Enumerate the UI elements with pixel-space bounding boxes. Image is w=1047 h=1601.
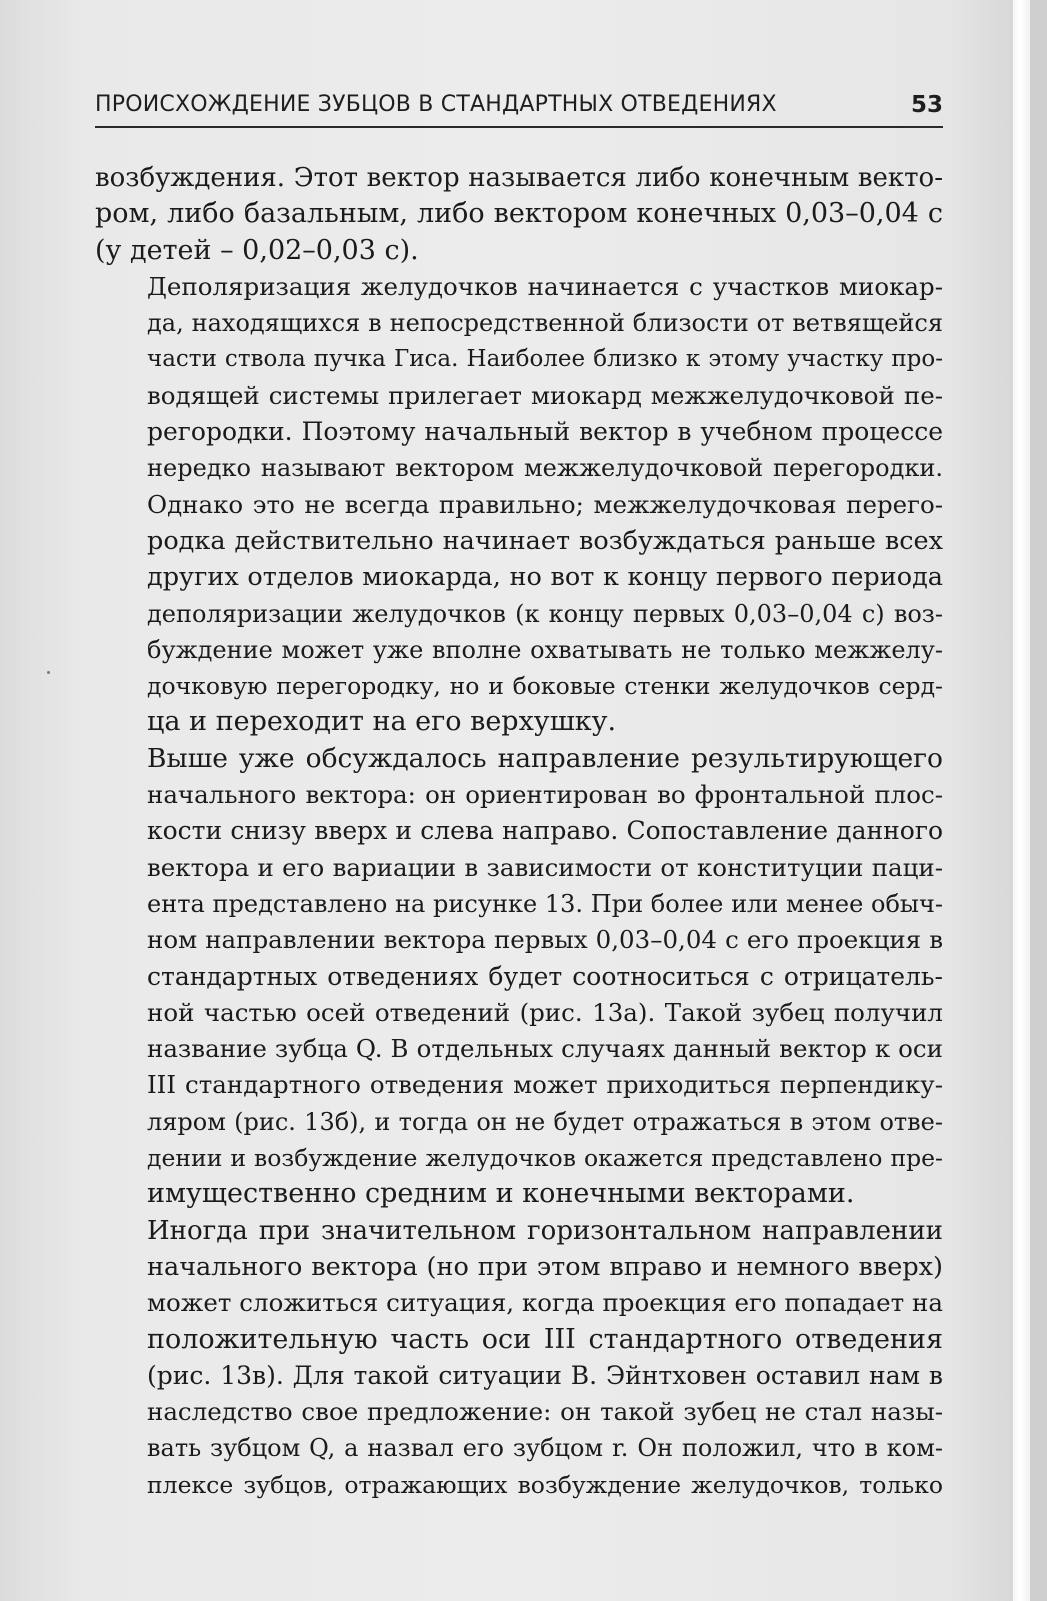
text-line: деполяризации желудочков (к концу первых 0,03–0,04 с) воз- xyxy=(147,599,943,628)
page-number: 53 xyxy=(910,92,943,118)
text-line: ром, либо базальным, либо вектором конечных 0,03–0,04 с xyxy=(95,198,943,230)
text-line: наследство свое предложение: он такой зубец не стал назы- xyxy=(147,1397,943,1427)
text-line: ента представлено на рисунке 13. При более или менее обыч- xyxy=(147,889,943,918)
text-line: плексе зубцов, отражающих возбуждение желудочков, только xyxy=(147,1470,943,1499)
scan-speck xyxy=(47,671,50,674)
running-header xyxy=(95,92,943,128)
text-line: ляром (рис. 13б), и тогда он не будет отражаться в этом отве- xyxy=(147,1107,943,1136)
text-line: части ствола пучка Гиса. Наиболее близко к этому участку про- xyxy=(147,346,943,373)
text-line: ца и переходит на его верхушку. xyxy=(147,706,617,738)
text-line: название зубца Q. В отдельных случаях данный вектор к оси xyxy=(147,1034,943,1064)
text-line: Иногда при значительном горизонтальном направлении xyxy=(147,1215,943,1246)
text-line: Выше уже обсуждалось направление результирующего xyxy=(147,742,943,774)
text-line: начального вектора: он ориентирован во фронтальной плос- xyxy=(147,780,943,810)
text-line: стандартных отведениях будет соотноситься с отрицатель- xyxy=(147,961,943,991)
text-line: возбуждения. Этот вектор называется либо конечным векто- xyxy=(95,163,943,193)
text-line: III стандартного отведения может приходиться перпендику- xyxy=(147,1070,943,1100)
text-line: регородки. Поэтому начальный вектор в учебном процессе xyxy=(147,417,943,447)
text-line: (рис. 13в). Для такой ситуации В. Эйнтховен оставил нам в xyxy=(147,1360,943,1390)
text-line: вать зубцом Q, а назвал его зубцом r. Он положил, что в ком- xyxy=(147,1434,943,1463)
text-line: вектора и его вариации в зависимости от конституции паци- xyxy=(147,852,943,882)
text-line: буждение может уже вполне охватывать не только межжелу- xyxy=(147,635,943,664)
text-line: кости снизу вверх и слева направо. Сопоставление данного xyxy=(147,816,943,846)
text-line: дочковую перегородку, но и боковые стенки желудочков серд- xyxy=(147,672,943,701)
text-line: да, находящихся в непосредственной близости от ветвящейся xyxy=(147,309,943,338)
text-line: (у детей – 0,02–0,03 с). xyxy=(95,234,419,266)
text-line: дении и возбуждение желудочков окажется представлено пре- xyxy=(147,1144,943,1173)
paragraph-1 xyxy=(95,160,943,269)
text-line: начального вектора (но при этом вправо и немного вверх) xyxy=(147,1251,943,1282)
paragraph-4 xyxy=(95,1213,943,1503)
running-header-title: ПРОИСХОЖДЕНИЕ ЗУБЦОВ В СТАНДАРТНЫХ ОТВЕДЕНИЯХ xyxy=(95,92,777,117)
text-line: ной частью осей отведений (рис. 13а). Такой зубец получил xyxy=(147,997,943,1027)
text-line: других отделов миокарда, но вот к концу первого периода xyxy=(147,562,943,593)
text-line: нередко называют вектором межжелудочковой перегородки. xyxy=(147,454,943,483)
text-line: положительную часть оси III стандартного отведения xyxy=(147,1323,943,1355)
text-line: может сложиться ситуация, когда проекция его попадает на xyxy=(147,1288,943,1318)
text-line: водящей системы прилегает миокард межжелудочковой пе- xyxy=(147,380,943,410)
text-line: Однако это не всегда правильно; межжелудочковая перего- xyxy=(147,489,943,519)
page-edge xyxy=(1013,0,1030,1601)
text-line: имущественно средним и конечными векторами. xyxy=(147,1178,855,1210)
body-text xyxy=(95,160,943,1503)
text-line: ном направлении вектора первых 0,03–0,04 с его проекция в xyxy=(147,925,943,955)
text-line: Деполяризация желудочков начинается с участков миокар- xyxy=(147,271,943,301)
paragraph-2 xyxy=(95,269,943,741)
paragraph-3 xyxy=(95,741,943,1213)
text-line: родка действительно начинает возбуждаться раньше всех xyxy=(147,525,943,556)
